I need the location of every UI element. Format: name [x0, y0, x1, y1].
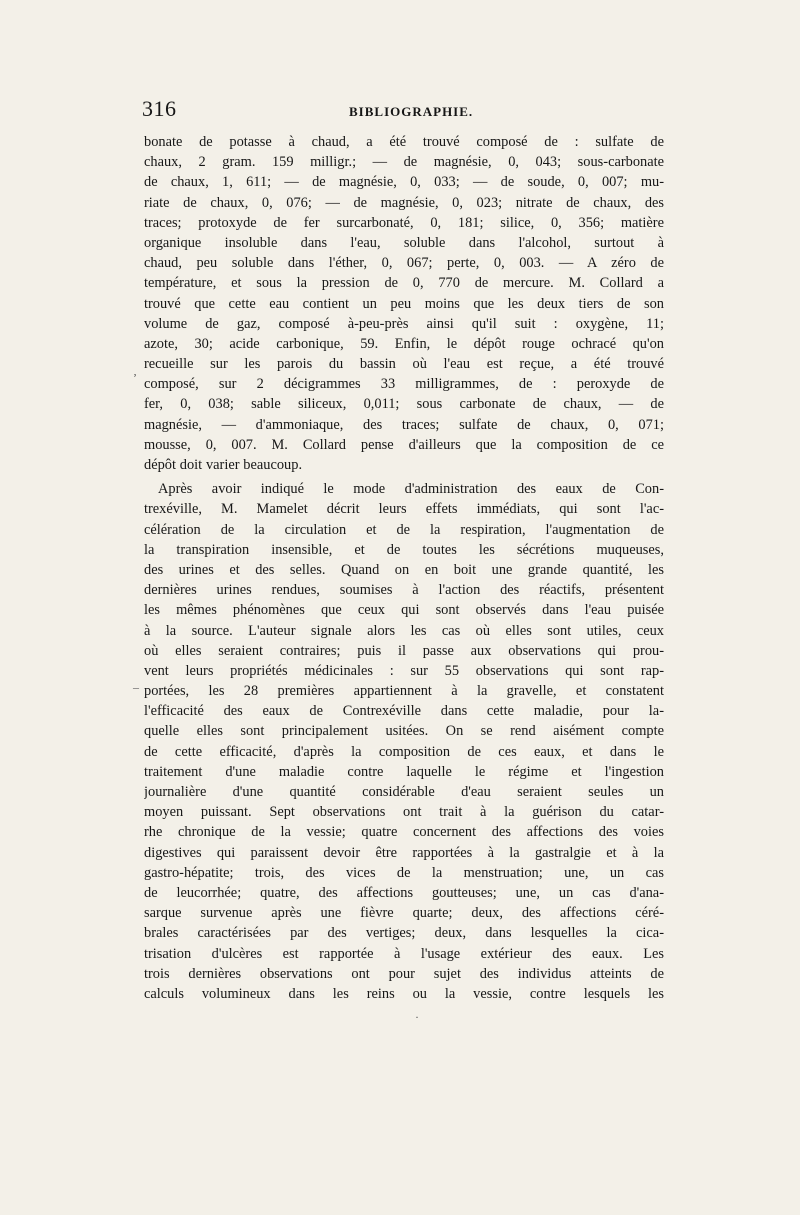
text-line: trois dernières observations ont pour sujet des individus atteints de — [144, 965, 664, 982]
text-line: volume de gaz, composé à-peu-près ainsi qu'il suit : oxygène, 11; — [144, 315, 664, 332]
text-line: chaud, peu soluble dans l'éther, 0, 067; perte, 0, 003. — A zéro de — [144, 255, 664, 272]
text-line: magnésie, — d'ammoniaque, des traces; sulfate de chaux, 0, 071; — [144, 416, 664, 433]
margin-mark: · — [415, 1010, 419, 1024]
text-line: vent leurs propriétés médicinales : sur 55 observations qui sont rap- — [144, 662, 664, 679]
text-line: dernières urines rendues, soumises à l'action des réactifs, présentent — [144, 582, 664, 599]
text-line: des urines et des selles. Quand on en boit une grande quantité, les — [144, 561, 664, 578]
text-line: gastro-hépatite; trois, des vices de la menstruation; une, un cas — [144, 864, 664, 881]
text-line: portées, les 28 premières appartiennent à la gravelle, et constatent — [144, 683, 664, 700]
text-line: journalière d'une quantité considérable d'eau seraient seules un — [144, 784, 664, 800]
text-line: de chaux, 1, 611; — de magnésie, 0, 033; — de soude, 0, 007; mu- — [144, 174, 664, 191]
paragraph-start-line: Après avoir indiqué le mode d'administration des eaux de Con- — [158, 481, 664, 498]
margin-mark: – — [133, 680, 139, 694]
text-line: recueille sur les parois du bassin où l'eau est reçue, a été trouvé — [144, 356, 664, 373]
text-line: traitement d'une maladie contre laquelle le régime et l'ingestion — [144, 763, 664, 780]
text-line: rhe chronique de la vessie; quatre concernent des affections des voies — [144, 824, 664, 841]
text-line: de cette efficacité, d'après la composition de ces eaux, et dans le — [144, 743, 664, 760]
text-line: composé, sur 2 décigrammes 33 milligrammes, de : peroxyde de — [144, 376, 664, 393]
text-line: quelle elles sont principalement usitées. On se rend aisément compte — [144, 723, 664, 740]
text-line: sarque survenue après une fièvre quarte; deux, des affections céré- — [144, 905, 664, 922]
margin-mark: ʼ — [133, 371, 137, 385]
text-line: l'efficacité des eaux de Contrexéville dans cette maladie, pour la- — [144, 703, 664, 720]
text-line: les mêmes phénomènes que ceux qui sont observés dans l'eau puisée — [144, 602, 664, 619]
page-number: 316 — [142, 96, 177, 121]
body-text — [144, 132, 664, 1004]
running-title: BIBLIOGRAPHIE. — [349, 104, 474, 119]
page-header — [142, 96, 666, 128]
text-line: digestives qui paraissent devoir être rapportées à la gastralgie et à la — [144, 844, 664, 861]
text-line: température, et sous la pression de 0, 770 de mercure. M. Collard a — [144, 275, 664, 292]
text-line: traces; protoxyde de fer surcarbonaté, 0, 181; silice, 0, 356; matière — [144, 214, 664, 231]
text-line: chaux, 2 gram. 159 milligr.; — de magnésie, 0, 043; sous-carbonate — [144, 154, 664, 171]
paragraph-end-line: dépôt doit varier beaucoup. — [144, 457, 303, 473]
text-line: bonate de potasse à chaud, a été trouvé composé de : sulfate de — [144, 134, 664, 150]
text-line: trisation d'ulcères est rapportée à l'usage extérieur des eaux. Les — [144, 945, 664, 962]
text-line: organique insoluble dans l'eau, soluble dans l'alcohol, surtout à — [144, 234, 664, 251]
text-line: riate de chaux, 0, 076; — de magnésie, 0, 023; nitrate de chaux, des — [144, 194, 664, 211]
text-line: trouvé que cette eau contient un peu moins que les deux tiers de son — [144, 295, 664, 312]
text-line: mousse, 0, 007. M. Collard pense d'ailleurs que la composition de ce — [144, 436, 664, 453]
text-line: de leucorrhée; quatre, des affections goutteuses; une, un cas d'ana- — [144, 884, 664, 901]
text-line: azote, 30; acide carbonique, 59. Enfin, le dépôt rouge ochracé qu'on — [144, 335, 664, 352]
text-line: brales caractérisées par des vertiges; deux, dans lesquelles la cica- — [144, 925, 664, 942]
text-line: la transpiration insensible, et de toutes les sécrétions muqueuses, — [144, 541, 664, 558]
text-line: calculs volumineux dans les reins ou la vessie, contre lesquels les — [144, 985, 664, 1002]
text-line: trexéville, M. Mamelet décrit leurs effets immédiats, qui sont l'ac- — [144, 501, 664, 518]
text-line: moyen puissant. Sept observations ont trait à la guérison du catar- — [144, 804, 664, 821]
text-line: où elles seraient contraires; puis il passe aux observations qui prou- — [144, 642, 664, 659]
text-line: à la source. L'auteur signale alors les cas où elles sont utiles, ceux — [144, 622, 664, 639]
text-line: célération de la circulation et de la respiration, l'augmentation de — [144, 521, 664, 538]
text-line: fer, 0, 038; sable siliceux, 0,011; sous carbonate de chaux, — de — [144, 396, 664, 413]
